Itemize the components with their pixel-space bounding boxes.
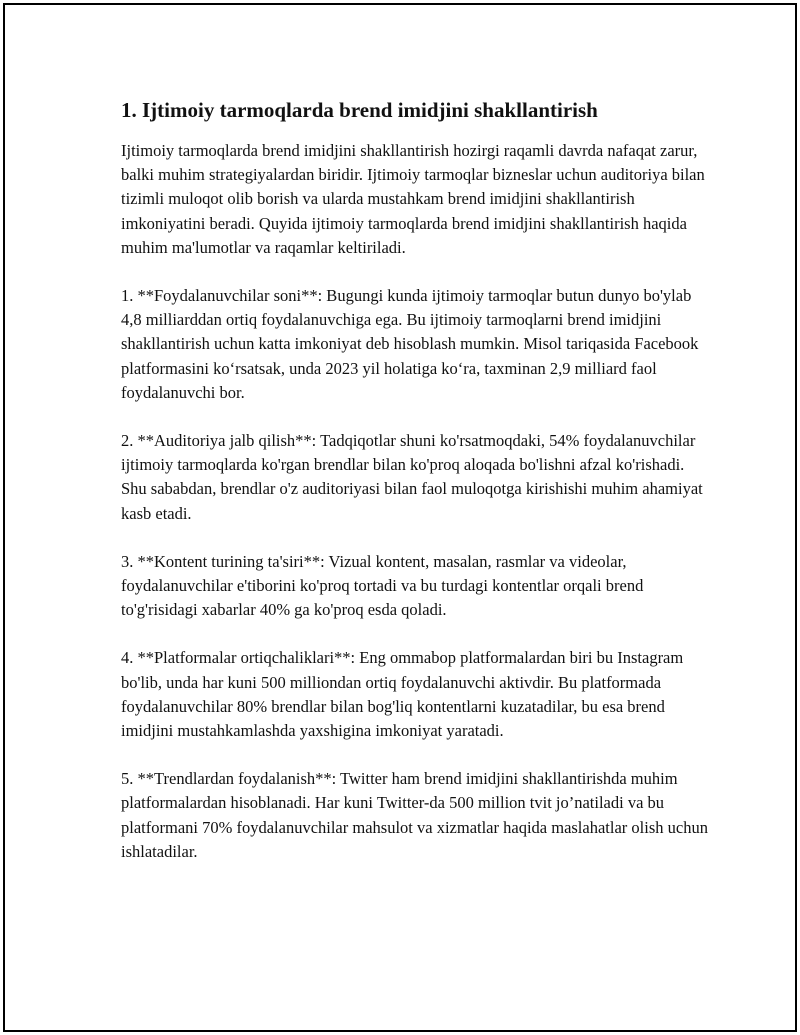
point-content-impact: 3. **Kontent turining ta'siri**: Vizual kontent, masalan, rasmlar va videolar, foydalanuvchilar e'tiborini ko'proq tortadi va bu turdagi kontentlar orqali brend to'g'risidagi xabarlar 40% ga ko'proq esda qoladi. bbox=[121, 551, 644, 620]
point-audience-engagement: 2. **Auditoriya jalb qilish**: Tadqiqotlar shuni ko'rsatmoqdaki, 54% foydalanuvchilar ijtimoiy tarmoqlarda ko'rgan brendlar bilan ko'proq aloqada bo'lishni afzal ko'rishadi. Shu sababdan, brendlar o'z auditoriyasi bilan faol muloqotga kirishishi muhim ahamiyat kasb etadi. bbox=[121, 431, 703, 523]
document-content bbox=[121, 97, 711, 888]
document-title: 1. Ijtimoiy tarmoqlarda brend imidjini shakllantirish bbox=[121, 98, 598, 122]
point-users-count: 1. **Foydalanuvchilar soni**: Bugungi kunda ijtimoiy tarmoqlar butun dunyo bo'ylab 4,8 milliarddan ortiq foydalanuvchiga ega. Bu ijtimoiy tarmoqlarni brend imidjini shakllantirish uchun katta imkoniyat deb hisoblash mumkin. Misol tariqasida Facebook platformasini koʻrsatsak, unda 2023 yil holatiga koʻra, taxminan 2,9 milliard faol foydalanuvchi bor. bbox=[121, 286, 699, 402]
intro-paragraph: Ijtimoiy tarmoqlarda brend imidjini shakllantirish hozirgi raqamli davrda nafaqat zarur, balki muhim strategiyalardan biridir. Ijtimoiy tarmoqlar bizneslar uchun auditoriya bilan tizimli muloqot olib borish va ularda mustahkam brend imidjini shakllantirish imkoniyatini beradi. Quyida ijtimoiy tarmoqlarda brend imidjini shakllantirish haqida muhim ma'lumotlar va raqamlar keltiriladi. bbox=[121, 141, 705, 257]
point-trends-usage: 5. **Trendlardan foydalanish**: Twitter ham brend imidjini shakllantirishda muhim platformalardan hisoblanadi. Har kuni Twitter-da 500 million tvit jo’natiladi va bu platformani 70% foydalanuvchilar mahsulot va xizmatlar haqida maslahatlar olish uchun ishlatadilar. bbox=[121, 769, 708, 861]
document-page bbox=[3, 3, 797, 1032]
point-platform-advantages: 4. **Platformalar ortiqchaliklari**: Eng ommabop platformalardan biri bu Instagram bo'lib, unda har kuni 500 milliondan ortiq foydalanuvchi aktivdir. Bu platformada foydalanuvchilar 80% brendlar bilan bog'liq kontentlarni kuzatadilar, bu esa brend imidjini mustahkamlashda yaxshigina imkoniyat yaratadi. bbox=[121, 648, 684, 741]
